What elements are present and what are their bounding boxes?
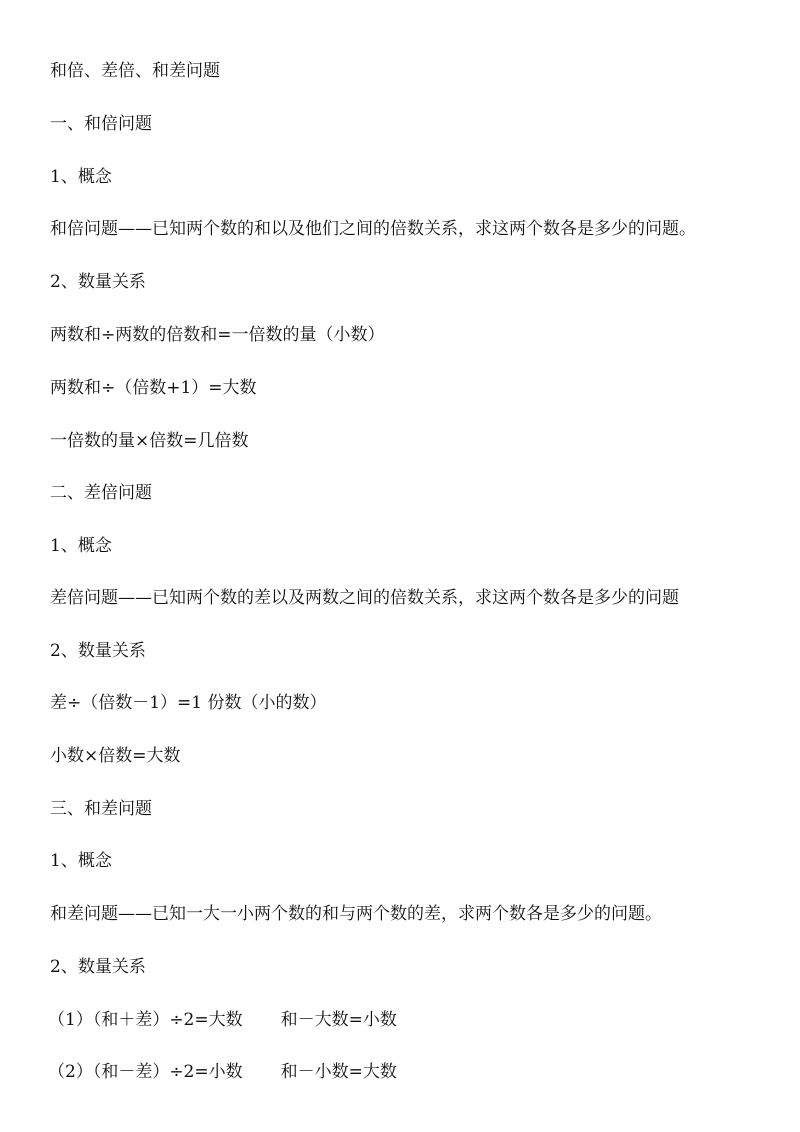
concept-text-1: 和倍问题——已知两个数的和以及他们之间的倍数关系，求这两个数各是多少的问题。 [50, 219, 696, 239]
relation-formula: 差÷（倍数－1）=1 份数（小的数） [50, 693, 327, 713]
concept-label-1: 1、概念 [50, 167, 112, 187]
relation-formula: 一倍数的量×倍数=几倍数 [50, 431, 249, 451]
relation-label-3: 2、数量关系 [50, 957, 146, 977]
section-heading-3: 三、和差问题 [50, 799, 152, 819]
relation-formula: 两数和÷两数的倍数和=一倍数的量（小数） [50, 325, 385, 345]
relation-label-1: 2、数量关系 [50, 272, 146, 292]
relation-pair-left: （2）（和－差）÷2=小数 [48, 1062, 243, 1082]
concept-text-3: 和差问题——已知一大一小两个数的和与两个数的差，求两个数各是多少的问题。 [50, 904, 662, 924]
relation-formula: 小数×倍数=大数 [50, 746, 181, 766]
relation-pair [48, 1009, 397, 1031]
relation-pair-left: （1）（和＋差）÷2=大数 [48, 1010, 243, 1030]
concept-label-3: 1、概念 [50, 851, 112, 871]
concept-label-2: 1、概念 [50, 536, 112, 556]
relation-label-2: 2、数量关系 [50, 641, 146, 661]
section-heading-1: 一、和倍问题 [50, 114, 152, 134]
document-title: 和倍、差倍、和差问题 [50, 61, 220, 81]
concept-text-2: 差倍问题——已知两个数的差以及两数之间的倍数关系，求这两个数各是多少的问题 [50, 588, 679, 608]
relation-formula: 两数和÷（倍数+1）=大数 [50, 378, 257, 398]
relation-pair-right: 和－大数=小数 [280, 1010, 397, 1030]
section-heading-2: 二、差倍问题 [50, 483, 152, 503]
relation-pair [48, 1061, 397, 1083]
relation-pair-right: 和－小数=大数 [280, 1062, 397, 1082]
